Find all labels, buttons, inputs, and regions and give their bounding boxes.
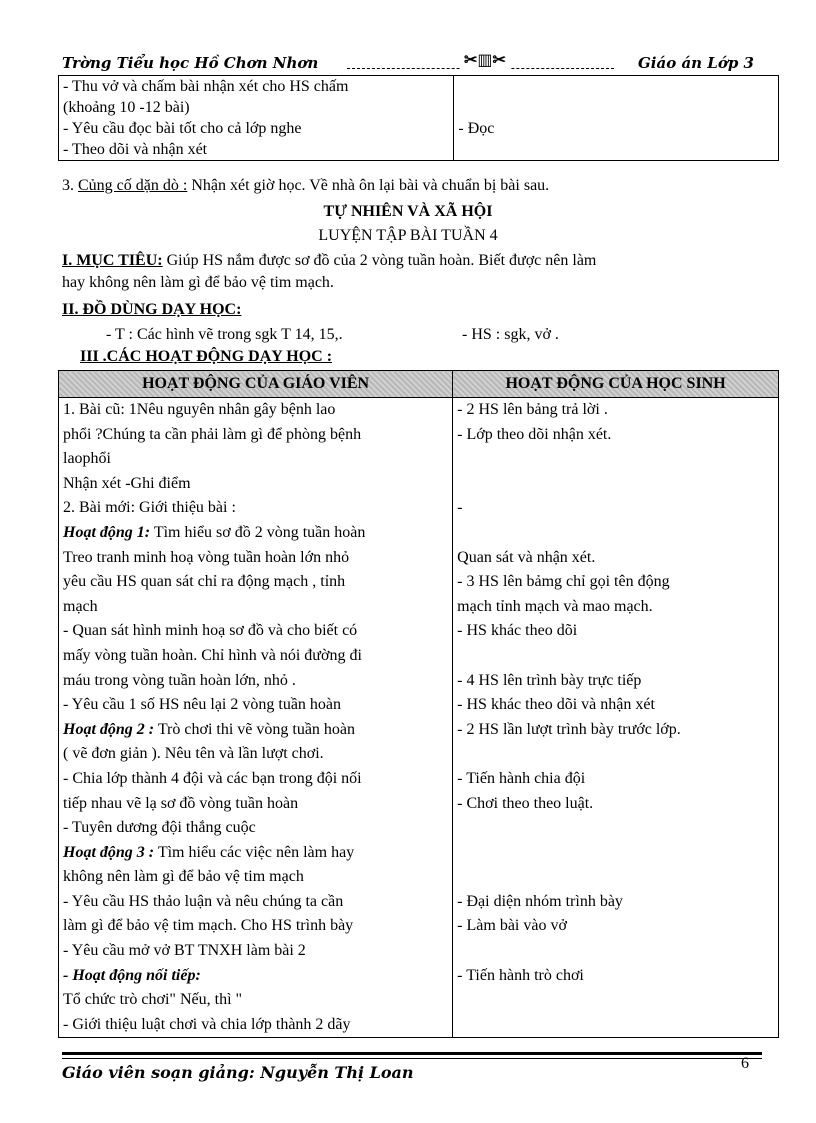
activities-table (58, 370, 779, 1038)
activity-text: yêu cầu HS quan sát chỉ ra động mạch , tỉnh (63, 573, 346, 591)
text-line (63, 447, 448, 472)
text-line (458, 97, 774, 118)
text-line: - Yêu cầu đọc bài tốt cho cả lớp nghe (63, 120, 302, 137)
text-line (63, 914, 448, 939)
text-line: - 2 HS lần lượt trình bày trước lớp. (457, 720, 681, 738)
activity-heading: Hoạt động 1: (63, 523, 151, 541)
activity-text: không nên làm gì để bảo vệ tim mạch (63, 868, 304, 886)
text-line (457, 447, 774, 472)
text-line (63, 669, 448, 694)
text-line (63, 939, 448, 964)
text-line (457, 865, 774, 890)
text-line (63, 619, 448, 644)
text-line: - Theo dõi và nhận xét (63, 141, 208, 158)
text-line (63, 423, 448, 448)
activity-text: máu trong vòng tuần hoàn lớn, nhỏ . (63, 671, 296, 689)
text-line (457, 988, 774, 1013)
text-line (63, 964, 448, 989)
activity-text: laophổi (63, 450, 111, 468)
author: Giáo viên soạn giảng: Nguyễn Thị Loan (62, 1063, 414, 1082)
text-line (63, 865, 448, 890)
activity-text: Treo tranh minh hoạ vòng tuần hoàn lớn nhỏ (63, 548, 350, 566)
activity-text: - Chia lớp thành 4 đội và các bạn trong đội nối (63, 769, 362, 787)
subject-title: TỰ NHIÊN VÀ XÃ HỘI (323, 203, 493, 220)
activity-text: - Quan sát hình minh hoạ sơ đồ và cho biết có (63, 622, 358, 640)
activity-text: mấy vòng tuần hoàn. Chỉ hình và nói đường đi (63, 646, 362, 664)
page-number: 6 (741, 1055, 749, 1072)
top-table-left (59, 76, 454, 161)
text-line: Quan sát và nhận xét. (457, 548, 596, 566)
teacher-activities (59, 398, 453, 1038)
student-column-header: HOẠT ĐỘNG CỦA HỌC SINH (453, 371, 779, 398)
text-line (63, 496, 448, 521)
text-line (63, 718, 448, 743)
text-line (63, 644, 448, 669)
activity-text: Nhận xét -Ghi điểm (63, 474, 191, 492)
text-line (63, 792, 448, 817)
activity-text: phổi ?Chúng ta cần phải làm gì để phòng bệnh (63, 425, 362, 443)
activity-text: - Yêu cầu HS thảo luận và nêu chúng ta cần (63, 892, 344, 910)
text-line (457, 472, 774, 497)
text-line: - Đọc (458, 120, 495, 137)
activity-heading: - Hoạt động nối tiếp: (63, 966, 201, 984)
activity-text: Tổ chức trò chơi" Nếu, thì " (63, 991, 243, 1009)
conclusion-label: Củng cố dặn dò : (78, 177, 188, 194)
materials-student: - HS : sgk, vở . (462, 326, 559, 343)
grade-label: Giáo án Lớp 3 (637, 54, 754, 72)
activity-text: - Yêu cầu 1 số HS nêu lại 2 vòng tuần hoàn (63, 696, 342, 714)
text-line (63, 570, 448, 595)
text-line (63, 742, 448, 767)
activities-label: III .CÁC HOẠT ĐỘNG DẠY HỌC : (80, 348, 333, 365)
activity-text: tiếp nhau vẽ lạ sơ đồ vòng tuần hoàn (63, 794, 299, 812)
text-line (63, 595, 448, 620)
text-line: - 4 HS lên trình bày trực tiếp (457, 671, 642, 689)
school-name: Trờng Tiểu học Hồ Chơn Nhơn (62, 54, 319, 72)
text-line: - Đại diện nhóm trình bày (457, 892, 623, 910)
text-line: - Tiến hành chia đội (457, 769, 586, 787)
text-line: - Tiến hành trò chơi (457, 966, 584, 984)
text-line: (khoảng 10 -12 bài) (63, 99, 190, 116)
top-table-right (454, 76, 779, 161)
activity-text: Tìm hiểu sơ đồ 2 vòng tuần hoàn (150, 523, 366, 541)
text-line (63, 841, 448, 866)
activity-text: ( vẽ đơn giản ). Nêu tên và lần lượt chơi. (63, 745, 324, 763)
text-line (457, 644, 774, 669)
activity-text: Trò chơi thi vẽ vòng tuần hoàn (154, 720, 356, 738)
activity-heading: Hoạt động 2 : (63, 720, 155, 738)
text-line (63, 398, 448, 423)
text-line (457, 939, 774, 964)
text-line (458, 139, 774, 160)
text-line (457, 521, 774, 546)
lesson-title: LUYỆN TẬP BÀI TUẦN 4 (318, 227, 498, 244)
footer-rule-thin (62, 1058, 762, 1059)
text-line (457, 1013, 774, 1038)
objectives-line-1: I. MỤC TIÊU: Giúp HS nắm được sơ đồ của 2 vòng tuần hoàn. Biết được nên làm (62, 252, 597, 269)
objectives-label: I. MỤC TIÊU: (62, 252, 163, 269)
text-line (63, 1013, 448, 1038)
conclusion-line: 3. Củng cố dặn dò : Nhận xét giờ học. Về nhà ôn lại bài và chuẩn bị bài sau. (62, 177, 550, 194)
ornament-icon: ✂▥✂ (460, 50, 510, 69)
materials-label: II. ĐỒ DÙNG DẠY HỌC: (62, 301, 242, 318)
activity-text: Tìm hiểu các việc nên làm hay (154, 843, 355, 861)
teacher-column-header: HOẠT ĐỘNG CỦA GIÁO VIÊN (59, 371, 453, 398)
text-line: - 3 HS lên bảmg chỉ gọi tên động (457, 573, 670, 591)
text-line (457, 841, 774, 866)
text-line (63, 767, 448, 792)
text-line (63, 521, 448, 546)
text-line (63, 890, 448, 915)
text-line (457, 742, 774, 767)
student-activities (453, 398, 779, 1038)
activity-text: 2. Bài mới: Giới thiệu bài : (63, 499, 236, 517)
text-line (457, 816, 774, 841)
top-table (58, 75, 779, 161)
text-line (458, 76, 774, 97)
materials-teacher: - T : Các hình vẽ trong sgk T 14, 15,. (106, 326, 343, 343)
objectives-line-2: hay không nên làm gì để bảo vệ tim mạch. (62, 274, 334, 291)
text-line: - 2 HS lên bảng trả lời . (457, 401, 608, 418)
text-line: - Lớp theo dõi nhận xét. (457, 425, 612, 443)
text-line: - HS khác theo dõi (457, 622, 578, 640)
text-line (63, 816, 448, 841)
text-line: - Làm bài vào vở (457, 917, 567, 935)
text-line: - (457, 499, 463, 517)
text-line: - Chơi theo theo luật. (457, 794, 594, 812)
activity-text: mạch (63, 597, 98, 615)
activity-heading: Hoạt động 3 : (63, 843, 155, 861)
text-line: mạch tỉnh mạch và mao mạch. (457, 597, 653, 615)
activity-text: - Tuyên dương đội thắng cuộc (63, 819, 256, 837)
text-line (63, 546, 448, 571)
activity-text: 1. Bài cũ: 1Nêu nguyên nhân gây bệnh lao (63, 401, 336, 418)
text-line (63, 693, 448, 718)
page-header (62, 52, 754, 74)
text-line (63, 988, 448, 1013)
text-line (63, 472, 448, 497)
activity-text: - Giới thiệu luật chơi và chia lớp thành 2 dãy (63, 1015, 351, 1033)
activity-text: làm gì để bảo vệ tim mạch. Cho HS trình bày (63, 917, 354, 935)
text-line: - Thu vở và chấm bài nhận xét cho HS chấm (63, 78, 349, 95)
text-line: - HS khác theo dõi và nhận xét (457, 696, 655, 714)
activity-text: - Yêu cầu mở vở BT TNXH làm bài 2 (63, 942, 306, 960)
footer-rule (62, 1052, 762, 1055)
